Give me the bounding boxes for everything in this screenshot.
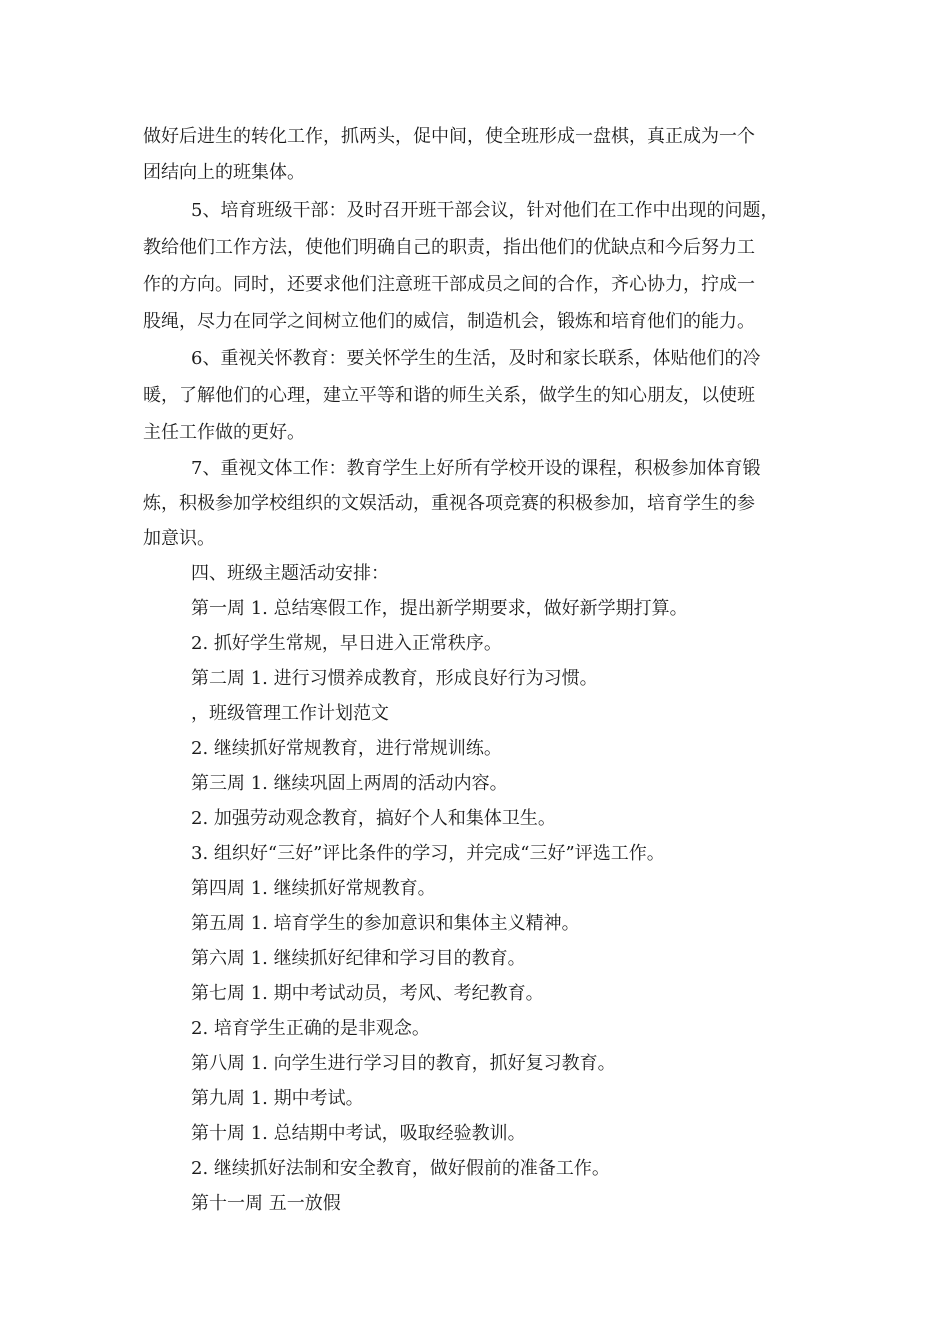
schedule-line: 2. 培育学生正确的是非观念。 xyxy=(191,1018,430,1039)
schedule-line: 2. 加强劳动观念教育，搞好个人和集体卫生。 xyxy=(191,808,556,829)
schedule-line: 第八周 1. 向学生进行学习目的教育，抓好复习教育。 xyxy=(191,1053,616,1074)
schedule-line: 第二周 1. 进行习惯养成教育，形成良好行为习惯。 xyxy=(191,668,598,689)
item7-line: 炼，积极参加学校组织的文娱活动，重视各项竞赛的积极参加，培育学生的参 xyxy=(143,493,755,514)
item7-line: 加意识。 xyxy=(143,528,215,549)
schedule-line: 第一周 1. 总结寒假工作，提出新学期要求，做好新学期打算。 xyxy=(191,598,688,619)
section-heading: 四、班级主题活动安排： xyxy=(191,563,389,584)
item6-line: 暖，了解他们的心理，建立平等和谐的师生关系，做学生的知心朋友，以使班 xyxy=(143,385,755,406)
item5-line: 作的方向。同时，还要求他们注意班干部成员之间的合作，齐心协力，拧成一 xyxy=(143,274,755,295)
paragraph-line: 团结向上的班集体。 xyxy=(143,162,305,183)
schedule-line: 第四周 1. 继续抓好常规教育。 xyxy=(191,878,436,899)
schedule-line: 第五周 1. 培育学生的参加意识和集体主义精神。 xyxy=(191,913,580,934)
item6-line: 主任工作做的更好。 xyxy=(143,422,305,443)
schedule-line: ，班级管理工作计划范文 xyxy=(191,703,389,724)
schedule-line: 3. 组织好“三好”评比条件的学习，并完成“三好”评选工作。 xyxy=(191,843,665,864)
schedule-line: 第三周 1. 继续巩固上两周的活动内容。 xyxy=(191,773,508,794)
item7-line: 7、重视文体工作：教育学生上好所有学校开设的课程，积极参加体育锻 xyxy=(191,458,761,479)
item5-line: 5、培育班级干部：及时召开班干部会议，针对他们在工作中出现的问题， xyxy=(191,200,779,221)
schedule-line: 第十周 1. 总结期中考试，吸取经验教训。 xyxy=(191,1123,526,1144)
schedule-line: 第六周 1. 继续抓好纪律和学习目的教育。 xyxy=(191,948,526,969)
schedule-line: 2. 继续抓好法制和安全教育，做好假前的准备工作。 xyxy=(191,1158,610,1179)
schedule-line: 2. 继续抓好常规教育，进行常规训练。 xyxy=(191,738,502,759)
schedule-line: 第七周 1. 期中考试动员，考风、考纪教育。 xyxy=(191,983,544,1004)
schedule-line: 第九周 1. 期中考试。 xyxy=(191,1088,364,1109)
paragraph-line: 做好后进生的转化工作，抓两头，促中间，使全班形成一盘棋，真正成为一个 xyxy=(143,126,755,147)
item5-line: 教给他们工作方法，使他们明确自己的职责，指出他们的优缺点和今后努力工 xyxy=(143,237,755,258)
item5-line: 股绳，尽力在同学之间树立他们的威信，制造机会，锻炼和培育他们的能力。 xyxy=(143,311,755,332)
item6-line: 6、重视关怀教育：要关怀学生的生活，及时和家长联系，体贴他们的冷 xyxy=(191,348,761,369)
schedule-line: 2. 抓好学生常规，早日进入正常秩序。 xyxy=(191,633,502,654)
schedule-line: 第十一周 五一放假 xyxy=(191,1193,341,1214)
